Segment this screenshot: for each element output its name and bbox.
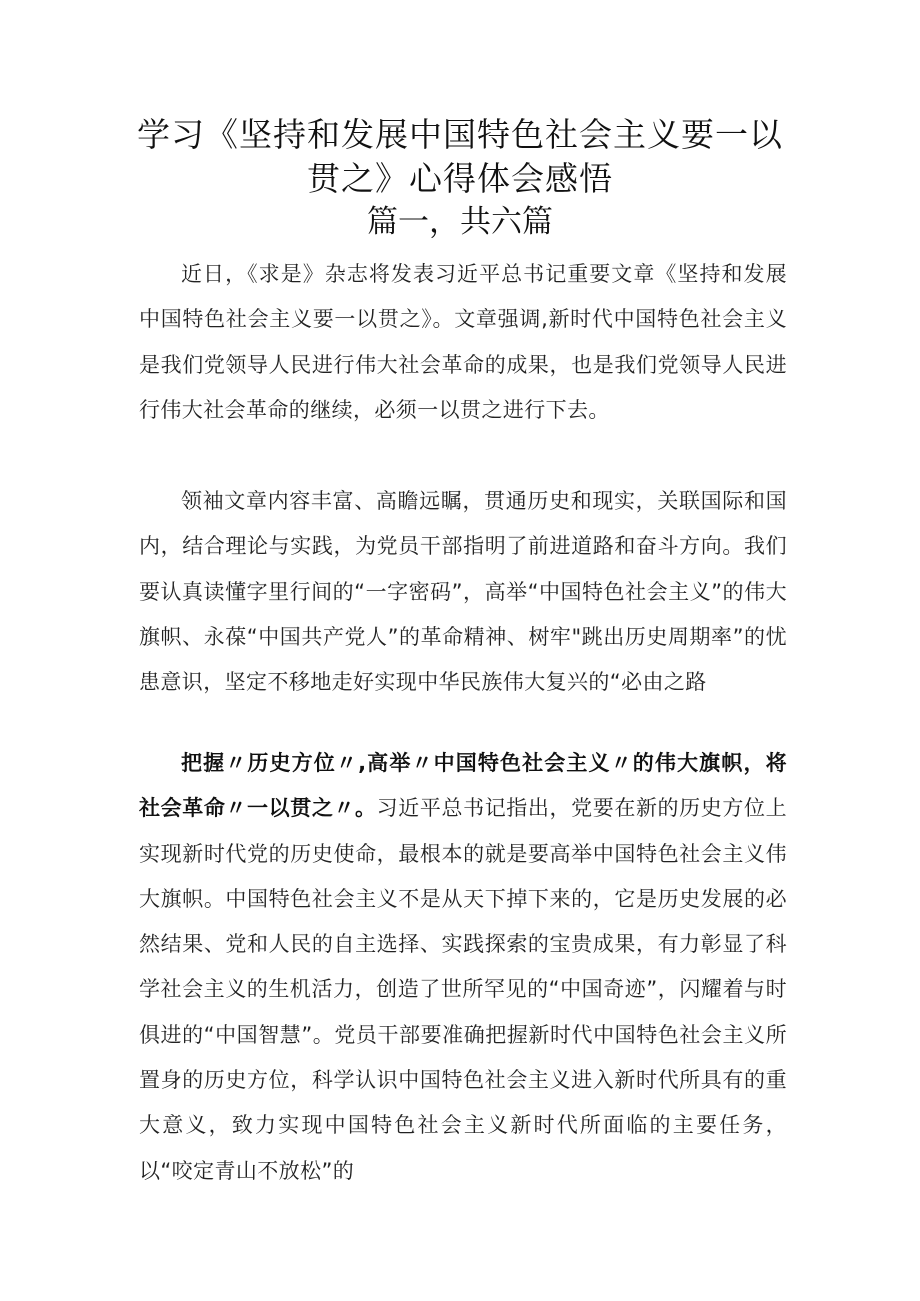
paragraph-2-text: 领袖文章内容丰富、高瞻远瞩，贯通历史和现实，关联国际和国内，结合理论与实践，为党员干部指明了前进道路和奋斗方向。我们要认真读懂字里行间的“一字密码”，高举“中国特色社会主义”的伟大旗帜、永葆“中国共产党人”的革命精神、树牢"跳出历史周期率”的忧患意识，坚定不移地走好实现中华民族伟大复兴的“必由之路: [139, 489, 787, 695]
paragraph-3-content: [139, 741, 787, 1194]
paragraph-2: [139, 479, 787, 705]
paragraph-3-text: 习近平总书记指出，党要在新的历史方位上实现新时代党的历史使命，最根本的就是要高举中国特色社会主义伟大旗帜。中国特色社会主义不是从天下掉下来的，它是历史发展的必然结果、党和人民的自主选择、实践探索的宝贵成果，有力彰显了科学社会主义的生机活力，创造了世所罕见的“中国奇迹”，闪耀着与时俱进的“中国智慧”。党员干部要准确把握新时代中国特色社会主义所置身的历史方位，科学认识中国特色社会主义进入新时代所具有的重大意义，致力实现中国特色社会主义新时代所面临的主要任务，以“咬定青山不放松”的: [139, 796, 787, 1183]
paragraph-3-bold-lead: 把握〃历史方位〃,高举〃中国特色社会主义〃的伟大旗帜，将社会革命〃一以贯之〃。: [139, 751, 787, 821]
paragraph-1: [139, 252, 787, 433]
document-subtitle: 篇一，共六篇: [367, 204, 553, 240]
paragraph-3: [139, 741, 787, 1194]
paragraph-1-text: 近日，《求是》杂志将发表习近平总书记重要文章《坚持和发展中国特色社会主义要一以贯之》。文章强调,新时代中国特色社会主义是我们党领导人民进行伟大社会革命的成果，也是我们党领导人民进行伟大社会革命的继续，必须一以贯之进行下去。: [139, 262, 787, 422]
document-title-line-2: 贯之》心得体会感悟: [307, 159, 613, 198]
document-title-line-1: 学习《坚持和发展中国特色社会主义要一以: [137, 115, 783, 154]
